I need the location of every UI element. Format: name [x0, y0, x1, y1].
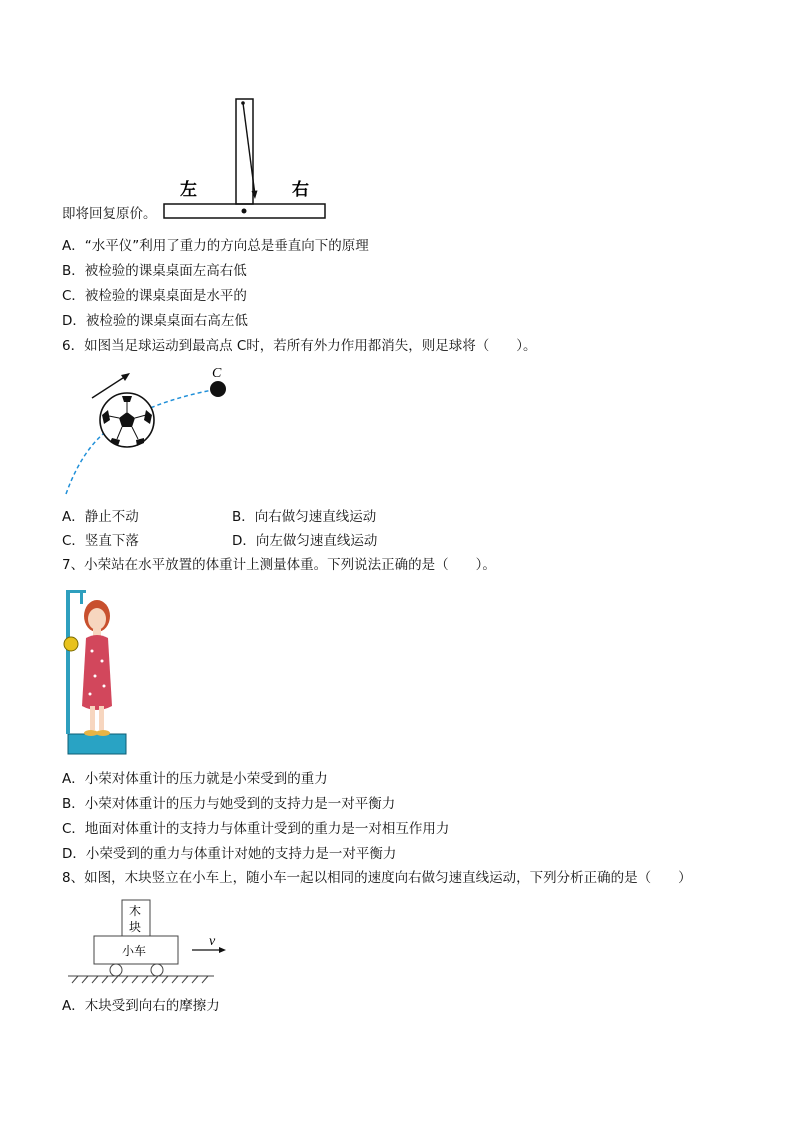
q5-tail: 即将回复原价。 — [62, 206, 157, 222]
q5-option-d: D．被检验的课桌桌面右高左低 — [62, 313, 248, 329]
q6-option-d: D．向左做匀速直线运动 — [232, 533, 378, 549]
velocity-arrowhead — [219, 947, 226, 953]
center-mark — [242, 209, 247, 214]
q5-option-b: B．被检验的课桌桌面左高右低 — [62, 263, 247, 279]
q6-option-a: A．静止不动 — [62, 509, 139, 525]
q7-option-d: D．小荣受到的重力与体重计对她的支持力是一对平衡力 — [62, 846, 397, 862]
soccer-figure — [60, 360, 240, 500]
level-figure — [160, 95, 330, 225]
q6-stem: 6．如图当足球运动到最高点 C时，若所有外力作用都消失，则足球将（ ）。 — [62, 338, 537, 354]
scale-dial — [64, 637, 78, 651]
q6-option-b: B．向右做匀速直线运动 — [232, 509, 377, 525]
ground-hatch — [72, 976, 208, 983]
q7-option-b: B．小荣对体重计的压力与她受到的支持力是一对平衡力 — [62, 796, 396, 812]
label-right: 右 — [292, 180, 309, 200]
cart-label: 小车 — [122, 944, 147, 958]
block-label-2: 块 — [129, 920, 142, 934]
direction-arrowhead — [121, 373, 130, 381]
q8-option-a: A．木块受到向右的摩擦力 — [62, 998, 220, 1014]
point-c-label: C — [212, 366, 222, 381]
soccer-ball-icon — [100, 393, 154, 447]
velocity-label: v — [209, 934, 216, 949]
q7-option-a: A．小荣对体重计的压力就是小荣受到的重力 — [62, 771, 328, 787]
q7-stem: 7、小荣站在水平放置的体重计上测量体重。下列说法正确的是（ ）。 — [62, 557, 496, 573]
q8-stem: 8、如图，木块竖立在小车上，随小车一起以相同的速度向右做匀速直线运动，下列分析正确的是（ ） — [62, 870, 692, 886]
scale-platform — [68, 734, 126, 754]
point-c — [210, 381, 226, 397]
q7-option-c: C．地面对体重计的支持力与体重计受到的重力是一对相互作用力 — [62, 821, 450, 837]
cart-wheel-right — [151, 964, 163, 976]
label-left: 左 — [180, 180, 197, 200]
block-label-1: 木 — [129, 904, 142, 918]
cart-figure — [64, 896, 234, 988]
girl-figure — [82, 600, 112, 736]
scale-figure — [62, 586, 132, 758]
q5-option-a: A．“水平仪”利用了重力的方向总是垂直向下的原理 — [62, 238, 369, 254]
q5-option-c: C．被检验的课桌桌面是水平的 — [62, 288, 247, 304]
q6-option-c: C．竖直下落 — [62, 533, 139, 549]
cart-wheel-left — [110, 964, 122, 976]
